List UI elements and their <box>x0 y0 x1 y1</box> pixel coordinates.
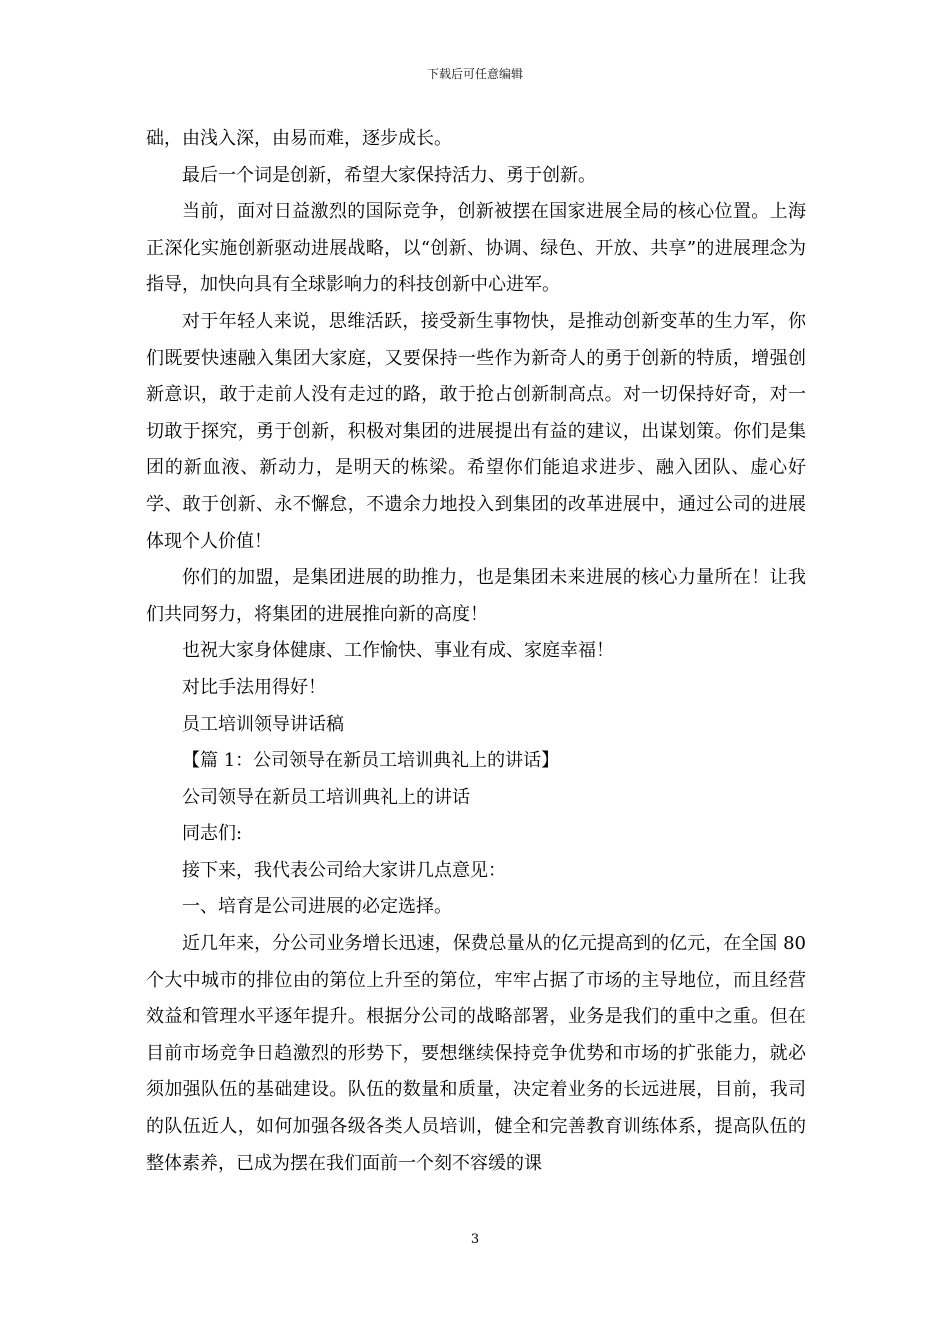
paragraph-7: 对比手法用得好！ <box>182 676 326 698</box>
paragraph-1: 础，由浅入深，由易而难，逐步成长。 <box>146 128 452 149</box>
article-heading: 【篇 1：公司领导在新员工培训典礼上的讲话】 <box>182 750 560 772</box>
speech-title: 公司领导在新员工培训典礼上的讲话 <box>182 786 470 808</box>
section-title: 员工培训领导讲话稿 <box>182 713 344 735</box>
paragraph-2: 最后一个词是创新，希望大家保持活力、勇于创新。 <box>182 164 596 186</box>
paragraph-14: 近几年来，分公司业务增长迅速，保费总量从的亿元提高到的亿元，在全国 80 个大中城市的排位由的第位上升至的第位，牢牢占据了市场的主导地位，而且经营效益和管理水平逐年提升。根据分公司的战略部署，业务是我们的重中之重。但在目前市场竞争日趋激烈的形势下，要想继续保持竞争优势和市场的扩张能力，就必须加强队伍的基础建设。队伍的数量和质量，决定着业务的长远进展，目前，我司的队伍近人，如何加强各级各类人员培训，健全和完善教育训练体系，提高队伍的整体素养，已成为摆在我们面前一个刻不容缓的课 <box>146 933 806 1174</box>
page-number: 3 <box>470 1232 480 1247</box>
paragraph-12: 接下来，我代表公司给大家讲几点意见： <box>182 859 506 881</box>
point-heading-1: 一、培育是公司进展的必定选择。 <box>182 896 452 918</box>
paragraph-6: 也祝大家身体健康、工作愉快、事业有成、家庭幸福！ <box>182 640 614 662</box>
page-header: 下载后可任意编辑 <box>426 67 523 81</box>
document-body <box>146 121 806 1182</box>
paragraph-4: 对于年轻人来说，思维活跃，接受新生事物快，是推动创新变革的生力军，你们既要快速融入集团大家庭，又要保持一些作为新奇人的勇于创新的特质，增强创新意识，敢于走前人没有走过的路，敢于抢占创新制高点。对一切保持好奇，对一切敢于探究，勇于创新，积极对集团的进展提出有益的建议，出谋划策。你们是集团的新血液、新动力，是明天的栋梁。希望你们能追求进步、融入团队、虚心好学、敢于创新、永不懈怠，不遗余力地投入到集团的改革进展中，通过公司的进展体现个人价值！ <box>146 310 806 552</box>
paragraph-5: 你们的加盟，是集团进展的助推力，也是集团未来进展的核心力量所在！让我们共同努力，将集团的进展推向新的高度！ <box>146 567 806 625</box>
paragraph-3: 当前，面对日益激烈的国际竞争，创新被摆在国家进展全局的核心位置。上海正深化实施创新驱动进展战略，以“创新、协调、绿色、开放、共享”的进展理念为指导，加快向具有全球影响力的科技创新中心进军。 <box>146 201 806 296</box>
salutation: 同志们: <box>182 823 243 845</box>
